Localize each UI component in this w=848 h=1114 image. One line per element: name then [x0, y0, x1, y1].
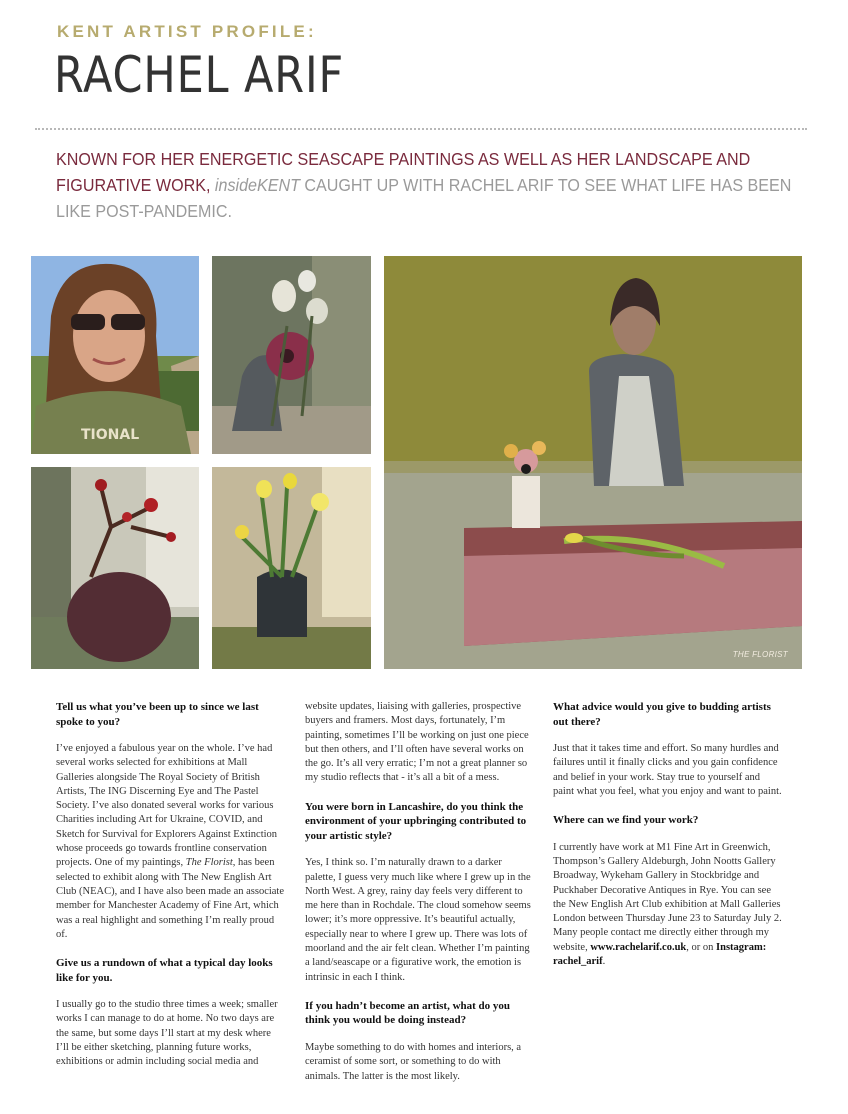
answer-paragraph: I currently have work at M1 Fine Art in Greenwich, Thompson’s Gallery Aldeburgh, John Nootts Gallery Broadway, Wykeham Gallery in Stockbridge and Puckhaber Decorative Antiques in Rye. You can see the New English Art Club exhibition at Mall Galleries London between Thursday June 23 to Saturday July 2. Many people contact me directly either through my website, www.rachelarif.co.uk, or on Instagram: rachel_arif.	[553, 841, 782, 968]
answer-paragraph: Yes, I think so. I’m naturally drawn to a darker palette, I guess very much like where I grew up in the North West. A grey, rainy day feels very different to me here than in Rochdale. The cloud somehow seems lower; it’s more oppressive. It’s beautiful actually, especially near to where I grew up. There was lots of moorland and the air felt clean. Whether I’m painting a land/seascape or a figurative work, the emotion is intrinsic in each I think.	[305, 857, 531, 983]
painting-title-italic: The Florist	[185, 857, 233, 869]
section-kicker: KENT ARTIST PROFILE:	[57, 22, 317, 41]
painting-daffodils-vase	[212, 467, 371, 669]
artist-name-title: RACHEL ARIF	[54, 46, 345, 104]
question-heading: Tell us what you’ve been up to since we last spoke to you?	[56, 701, 259, 728]
standfirst-part2: CAUGHT UP WITH RACHEL ARIF TO SEE WHAT LIFE HAS BEEN LIKE POST-PANDEMIC.	[56, 175, 792, 221]
question-heading: Where can we find your work?	[553, 814, 699, 827]
dotted-divider	[35, 128, 807, 130]
painting-red-blossom-pot	[31, 467, 199, 669]
answer-paragraph: I’ve enjoyed a fabulous year on the whole. I’ve had several works selected for exhibitions at Mall Galleries alongside The Royal Society of British Artists, The ING Discerning Eye and The Pastel Society. I’ve also donated several works for various Charities including Art for Ukraine, COVID, and Sketch for Survival for Explorers Against Extinction whose proceeds go towards frontline conservation projects. One of my paintings, The Florist, has been selected to exhibit along with The New English Art Club (NEAC), and I have also been made an associate member for Manchester Academy of Fine Art, which was a real highlight and something I’m really proud of.	[56, 743, 285, 940]
answer-paragraph: I usually go to the studio three times a week; smaller works I can manage to do at home. No two days are the same, but some days I’ll start at my desk where I’ll be either sketching, planning future works, exhibitions or admin including social media and	[56, 999, 278, 1068]
question-heading: What advice would you give to budding artists out there?	[553, 701, 771, 728]
standfirst	[56, 146, 792, 224]
question-heading: Give us a rundown of what a typical day looks like for you.	[56, 957, 273, 984]
article-column-3	[553, 700, 783, 983]
question-heading: You were born in Lancashire, do you think the environment of your upbringing contributed to your artistic style?	[305, 800, 527, 842]
answer-paragraph: website updates, liaising with galleries, prospective buyers and framers. Most days, fortunately, I’m painting, sometimes I’ll be working on just one piece but then others, and I’ll often have several works on the go. It’s all very erratic; I’m not a great planner so my studio reflects that - it’s all a bit of a mess.	[305, 701, 529, 784]
magazine-name: insideKENT	[214, 175, 300, 195]
painting-pink-flower-vase	[212, 256, 371, 454]
artist-portrait-photo	[31, 256, 199, 454]
article-column-2	[305, 700, 535, 1098]
painting-the-florist	[384, 256, 802, 669]
article-column-1	[56, 700, 286, 1084]
painting-caption: THE FLORIST	[732, 650, 788, 659]
standfirst-part1: KNOWN FOR HER ENERGETIC SEASCAPE PAINTINGS AS WELL AS HER LANDSCAPE AND FIGURATIVE WORK,	[56, 149, 751, 195]
instagram-handle[interactable]: Instagram: rachel_arif	[553, 941, 767, 968]
question-heading: If you hadn’t become an artist, what do you think you would be doing instead?	[305, 999, 511, 1027]
website-link[interactable]: www.rachelarif.co.uk	[590, 941, 687, 953]
answer-paragraph: Maybe something to do with homes and interiors, a ceramist of some sort, or something to do with animals. The latter is the most likely.	[305, 1041, 522, 1082]
answer-paragraph: Just that it takes time and effort. So many hurdles and failures until it finally clicks and you gain confidence and belief in your work. Stay true to yourself and paint what you feel, what you enjoy and want to paint.	[553, 743, 782, 797]
svg-text:TIONAL: TIONAL	[81, 427, 140, 443]
